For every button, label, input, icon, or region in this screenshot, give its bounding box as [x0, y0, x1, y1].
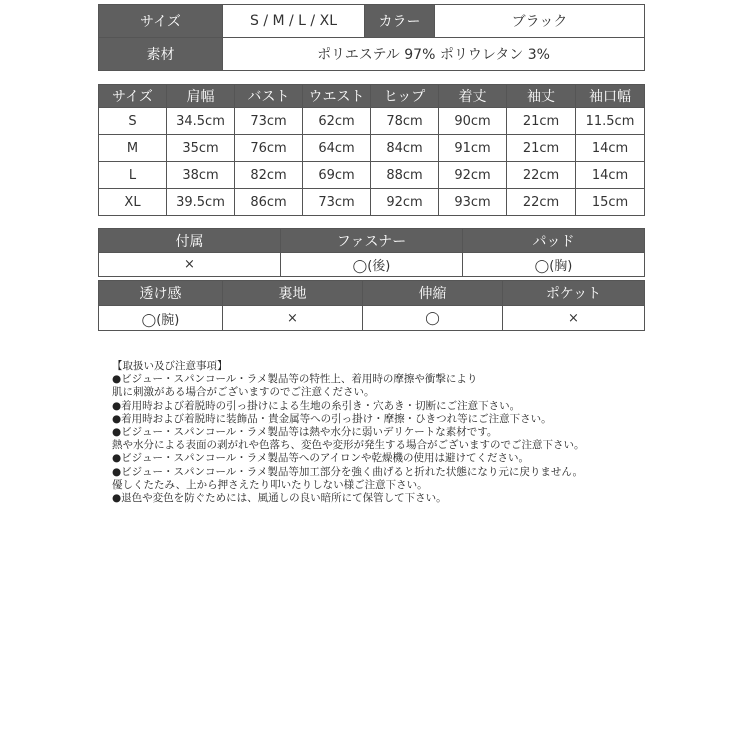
table-cell: 73cm [235, 108, 303, 135]
accessory-header: 付属 [99, 229, 281, 253]
note-line: ●ビジュー・スパンコール・ラメ製品等加工部分を強く曲げると折れた状態になり元に戻りません。 [112, 465, 584, 478]
fastener-header: ファスナー [281, 229, 463, 253]
table-cell: 21cm [507, 135, 576, 162]
size-chart-table [98, 84, 645, 216]
fastener-value: ◯(後) [281, 253, 463, 277]
table-cell: 82cm [235, 162, 303, 189]
color-value: ブラック [435, 5, 645, 38]
table-cell: 14cm [576, 135, 645, 162]
table-cell: 92cm [439, 162, 507, 189]
size-chart-header: ウエスト [303, 85, 371, 108]
note-line: 優しくたたみ、上から押さえたり叩いたりしない様ご注意下さい。 [112, 478, 428, 491]
table-cell: 69cm [303, 162, 371, 189]
size-value: S / M / L / XL [223, 5, 365, 38]
table-cell: 86cm [235, 189, 303, 216]
pad-header: パッド [463, 229, 645, 253]
size-chart-header: 肩幅 [167, 85, 235, 108]
info-row-size-color [99, 5, 645, 38]
table-cell: 38cm [167, 162, 235, 189]
note-line: 熱や水分による表面の剥がれや色落ち、変色や変形が発生する場合がございますのでご注意下さい。 [112, 439, 585, 452]
table-cell: M [99, 135, 167, 162]
note-line: ●着用時および着脱時の引っ掛けによる生地の糸引き・穴あき・切断にご注意下さい。 [112, 399, 521, 412]
table-cell: 21cm [507, 108, 576, 135]
table-cell: 88cm [371, 162, 439, 189]
table-row [99, 189, 645, 216]
fabric-value-row [99, 306, 645, 331]
size-label: サイズ [99, 5, 223, 38]
table-row [99, 162, 645, 189]
pocket-header: ポケット [503, 281, 645, 306]
table-row [99, 108, 645, 135]
fabric-properties-table [98, 280, 645, 331]
product-info-table [98, 4, 645, 71]
size-chart-header: バスト [235, 85, 303, 108]
pocket-value: × [503, 306, 645, 331]
table-cell: S [99, 108, 167, 135]
pad-value: ◯(胸) [463, 253, 645, 277]
table-cell: 92cm [371, 189, 439, 216]
accessory-value: × [99, 253, 281, 277]
table-cell: 22cm [507, 189, 576, 216]
size-chart-header: 袖丈 [507, 85, 576, 108]
notes-heading: 【取扱い及び注意事項】 [112, 360, 228, 372]
info-row-material [99, 38, 645, 71]
table-cell: 73cm [303, 189, 371, 216]
accessories-table [98, 228, 645, 277]
table-cell: 90cm [439, 108, 507, 135]
size-chart-header: サイズ [99, 85, 167, 108]
table-cell: 64cm [303, 135, 371, 162]
table-cell: 78cm [371, 108, 439, 135]
lining-header: 裏地 [223, 281, 363, 306]
stretch-value: ◯ [363, 306, 503, 331]
table-cell: 35cm [167, 135, 235, 162]
accessories-header-row [99, 229, 645, 253]
table-cell: 62cm [303, 108, 371, 135]
note-line: 肌に刺激がある場合がございますのでご注意ください。 [112, 386, 375, 399]
table-cell: 84cm [371, 135, 439, 162]
note-line: ●着用時および着脱時に装飾品・貴金属等への引っ掛け・摩擦・ひきつれ等にご注意下さい。 [112, 412, 552, 425]
color-label: カラー [365, 5, 435, 38]
table-cell: 14cm [576, 162, 645, 189]
table-cell: 39.5cm [167, 189, 235, 216]
lining-value: × [223, 306, 363, 331]
table-cell: 34.5cm [167, 108, 235, 135]
fabric-header-row [99, 281, 645, 306]
table-cell: 22cm [507, 162, 576, 189]
stretch-header: 伸縮 [363, 281, 503, 306]
size-chart-header-row [99, 85, 645, 108]
note-line: ●ビジュー・スパンコール・ラメ製品等へのアイロンや乾燥機の使用は避けてください。 [112, 452, 529, 465]
table-cell: 93cm [439, 189, 507, 216]
note-line: ●退色や変色を防ぐためには、風通しの良い暗所にて保管して下さい。 [112, 492, 447, 505]
size-chart-header: ヒップ [371, 85, 439, 108]
table-cell: XL [99, 189, 167, 216]
table-cell: 91cm [439, 135, 507, 162]
table-cell: 11.5cm [576, 108, 645, 135]
table-cell: 76cm [235, 135, 303, 162]
note-line: ●ビジュー・スパンコール・ラメ製品等の特性上、着用時の摩擦や衝撃により [112, 373, 478, 386]
size-chart-header: 着丈 [439, 85, 507, 108]
table-cell: 15cm [576, 189, 645, 216]
note-line: ●ビジュー・スパンコール・ラメ製品等は熱や水分に弱いデリケートな素材です。 [112, 426, 498, 439]
material-label: 素材 [99, 38, 223, 71]
care-notes [112, 360, 672, 505]
table-cell: L [99, 162, 167, 189]
accessories-value-row [99, 253, 645, 277]
material-value: ポリエステル 97% ポリウレタン 3% [223, 38, 645, 71]
table-row [99, 135, 645, 162]
size-chart-header: 袖口幅 [576, 85, 645, 108]
sheerness-value: ◯(腕) [99, 306, 223, 331]
sheerness-header: 透け感 [99, 281, 223, 306]
